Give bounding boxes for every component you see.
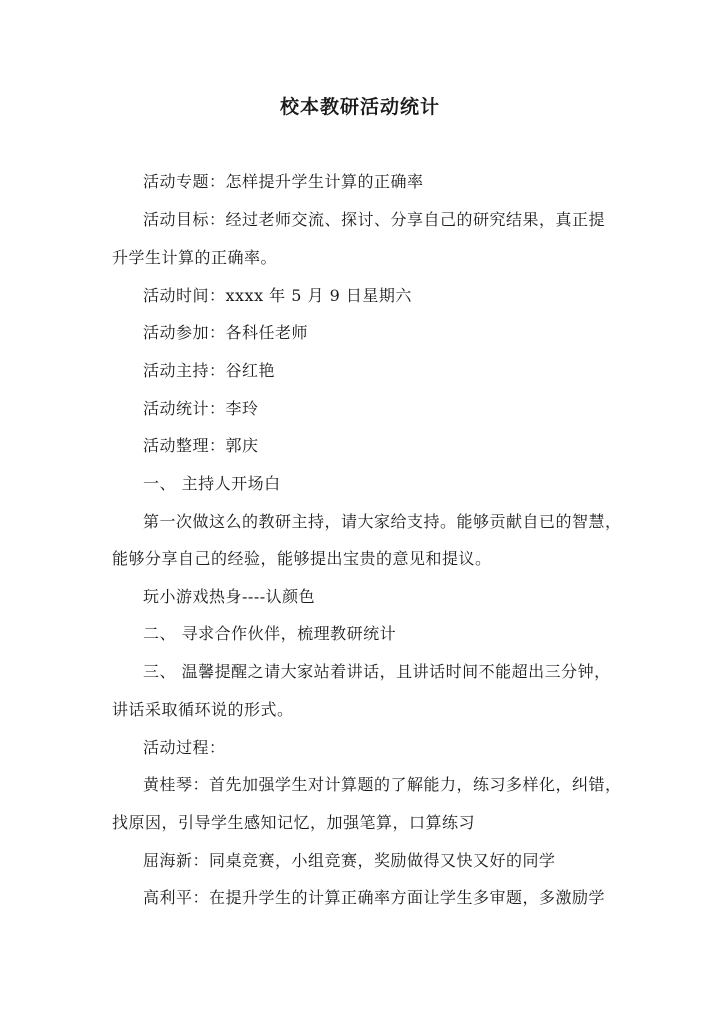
- paragraph-opening-cont: 能够分享自己的经验，能够提出宝贵的意见和提议。: [112, 549, 492, 568]
- line-process-heading: 活动过程：: [143, 738, 226, 757]
- paragraph-opening: 第一次做这么的教研主持，请大家给支持。能够贡献自已的智慧，: [143, 512, 622, 531]
- section-three-heading: 三、 温馨提醒之请大家站着讲话，且讲话时间不能超出三分钟，: [143, 662, 611, 681]
- line-participants: 活动参加：各科任老师: [143, 323, 309, 342]
- paragraph-qu: 屈海新：同桌竞赛，小组竞赛，奖励做得又快又好的同学: [143, 851, 556, 870]
- line-goal-cont: 升学生计算的正确率。: [112, 248, 278, 267]
- section-three-cont: 讲话采取循环说的形式。: [112, 700, 294, 719]
- paragraph-huang-cont: 找原因，引导学生感知记忆，加强笔算，口算练习: [112, 813, 476, 832]
- paragraph-huang: 黄桂琴：首先加强学生对计算题的了解能力，练习多样化，纠错，: [143, 775, 622, 794]
- section-one-heading: 一、 主持人开场白: [143, 474, 281, 493]
- line-time: 活动时间：xxxx 年 5 月 9 日星期六: [143, 286, 412, 305]
- line-recorder: 活动统计：李玲: [143, 399, 259, 418]
- document-title: 校本教研活动统计: [279, 96, 440, 118]
- line-topic: 活动专题：怎样提升学生计算的正确率: [143, 172, 424, 191]
- paragraph-gao: 高利平：在提升学生的计算正确率方面让学生多审题，多激励学: [143, 888, 606, 907]
- section-two-heading: 二、 寻求合作伙伴，梳理教研统计: [143, 624, 397, 643]
- line-warmup-game: 玩小游戏热身----认颜色: [143, 587, 316, 606]
- line-organizer: 活动整理：郭庆: [143, 436, 259, 455]
- line-goal: 活动目标：经过老师交流、探讨、分享自己的研究结果，真正提: [143, 210, 606, 229]
- line-host: 活动主持：谷红艳: [143, 361, 276, 380]
